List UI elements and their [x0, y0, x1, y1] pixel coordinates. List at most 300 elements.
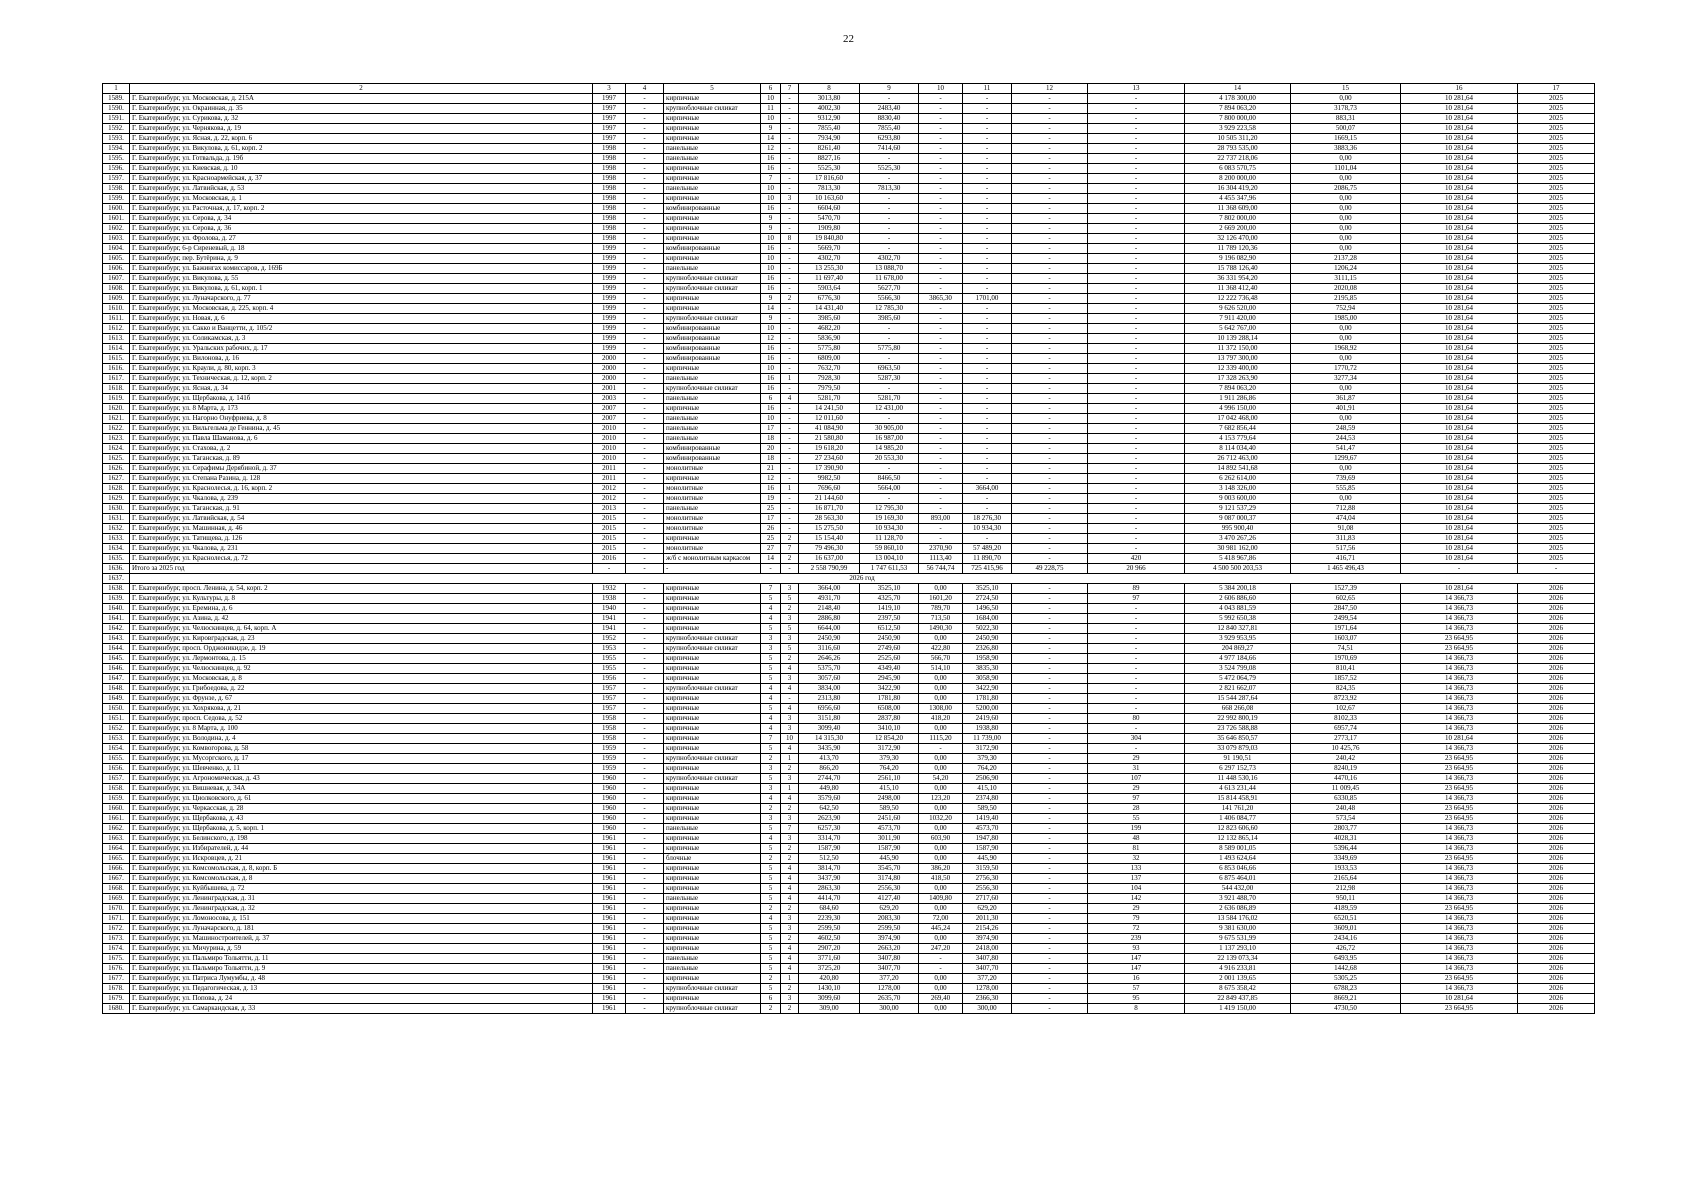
table-cell: 684,60: [799, 904, 860, 914]
table-cell: 11 009,45: [1291, 784, 1401, 794]
table-cell: -: [781, 244, 799, 254]
table-cell: 3: [781, 724, 799, 734]
table-cell: 14 241,50: [799, 404, 860, 414]
table-cell: -: [626, 784, 664, 794]
table-cell: 12 795,30: [860, 504, 919, 514]
table-cell: 4 043 881,59: [1185, 604, 1291, 614]
table-cell: 3: [781, 814, 799, 824]
table-cell: 603,90: [919, 834, 963, 844]
table-cell: -: [781, 284, 799, 294]
table-cell: 2025: [1518, 464, 1595, 474]
row-number-cell: 1630.: [103, 504, 130, 514]
table-cell: -: [1012, 834, 1088, 844]
table-cell: 1998: [593, 154, 626, 164]
year-section-heading: 2026 год: [130, 574, 1595, 584]
table-cell: кирпичные: [664, 714, 761, 724]
table-cell: -: [1012, 254, 1088, 264]
table-cell: 2026: [1518, 964, 1595, 974]
table-cell: 2: [781, 294, 799, 304]
table-cell: -: [626, 294, 664, 304]
table-cell: 1 406 084,77: [1185, 814, 1291, 824]
table-cell: -: [1088, 144, 1185, 154]
table-cell: 10 281,64: [1401, 164, 1518, 174]
table-cell: 28 563,30: [799, 514, 860, 524]
table-cell: -: [626, 454, 664, 464]
table-row: [103, 754, 1595, 764]
table-cell: 1115,20: [919, 734, 963, 744]
table-cell: -: [626, 934, 664, 944]
table-cell: 13 797 300,00: [1185, 354, 1291, 364]
table-row: [103, 604, 1595, 614]
table-cell: -: [1012, 664, 1088, 674]
table-cell: 4: [781, 894, 799, 904]
table-cell: 0,00: [1291, 94, 1401, 104]
table-cell: кирпичные: [664, 834, 761, 844]
table-cell: 12: [761, 334, 781, 344]
table-cell: 0,00: [919, 634, 963, 644]
table-cell: 0,00: [919, 934, 963, 944]
table-cell: 23 664,95: [1401, 644, 1518, 654]
address-cell: Г. Екатеринбург, ул. Ясная, д. 22, корп. 6: [130, 134, 593, 144]
table-row: [103, 664, 1595, 674]
table-cell: 2026: [1518, 734, 1595, 744]
table-cell: 2026: [1518, 784, 1595, 794]
column-number-cell: 9: [860, 84, 919, 94]
table-cell: 23 664,95: [1401, 904, 1518, 914]
table-cell: 5305,25: [1291, 974, 1401, 984]
table-cell: 12 339 400,00: [1185, 364, 1291, 374]
table-cell: 4: [781, 964, 799, 974]
table-cell: 2025: [1518, 394, 1595, 404]
table-cell: 6512,50: [860, 624, 919, 634]
address-cell: Г. Екатеринбург, ул. Латвийская, д. 53: [130, 184, 593, 194]
table-cell: 2599,50: [799, 924, 860, 934]
table-cell: -: [919, 284, 963, 294]
table-row: [103, 334, 1595, 344]
table-cell: 1587,90: [799, 844, 860, 854]
row-number-cell: 1601.: [103, 214, 130, 224]
table-cell: 4: [781, 954, 799, 964]
table-cell: 2026: [1518, 724, 1595, 734]
table-cell: -: [1012, 504, 1088, 514]
table-cell: кирпичные: [664, 914, 761, 924]
table-cell: 1 465 496,43: [1291, 564, 1401, 574]
table-cell: 1587,90: [963, 844, 1012, 854]
table-cell: 7696,60: [799, 484, 860, 494]
table-cell: 5: [761, 874, 781, 884]
table-cell: -: [1088, 504, 1185, 514]
table-cell: 23 664,95: [1401, 974, 1518, 984]
table-cell: -: [1088, 164, 1185, 174]
table-cell: кирпичные: [664, 134, 761, 144]
table-row: [103, 924, 1595, 934]
column-number-cell: 15: [1291, 84, 1401, 94]
table-cell: 7 802 000,00: [1185, 214, 1291, 224]
table-cell: -: [626, 474, 664, 484]
table-cell: 10 281,64: [1401, 584, 1518, 594]
table-cell: -: [1088, 264, 1185, 274]
table-cell: 6604,60: [799, 204, 860, 214]
table-cell: 2003: [593, 394, 626, 404]
table-cell: 1958: [593, 714, 626, 724]
table-cell: 2945,90: [860, 674, 919, 684]
table-cell: 6788,23: [1291, 984, 1401, 994]
table-cell: 0,00: [1291, 494, 1401, 504]
column-number-cell: 8: [799, 84, 860, 94]
table-cell: 5281,70: [799, 394, 860, 404]
table-cell: 93: [1088, 944, 1185, 954]
table-cell: -: [781, 404, 799, 414]
table-cell: 16: [761, 274, 781, 284]
table-cell: 28 793 535,00: [1185, 144, 1291, 154]
address-cell: Г. Екатеринбург, ул. Вишневая, д. 34А: [130, 784, 593, 794]
table-cell: 19: [761, 494, 781, 504]
table-cell: 3159,50: [963, 864, 1012, 874]
table-cell: 2025: [1518, 534, 1595, 544]
table-cell: 5627,70: [860, 284, 919, 294]
table-cell: 137: [1088, 874, 1185, 884]
table-row: [103, 344, 1595, 354]
table-cell: 789,70: [919, 604, 963, 614]
table-cell: 2012: [593, 484, 626, 494]
table-cell: 2025: [1518, 484, 1595, 494]
table-cell: -: [860, 414, 919, 424]
table-cell: 9 626 520,00: [1185, 304, 1291, 314]
address-cell: Г. Екатеринбург, ул. Московская, д. 1: [130, 194, 593, 204]
page-number: 22: [843, 33, 854, 45]
table-cell: крупноблочные силикат: [664, 684, 761, 694]
table-cell: 1960: [593, 804, 626, 814]
row-number-cell: 1629.: [103, 494, 130, 504]
table-cell: -: [963, 184, 1012, 194]
table-cell: -: [626, 444, 664, 454]
table-cell: 9: [761, 124, 781, 134]
table-cell: 1932: [593, 584, 626, 594]
table-cell: 3 929 953,95: [1185, 634, 1291, 644]
table-cell: -: [626, 424, 664, 434]
table-row: [103, 544, 1595, 554]
table-row: [103, 594, 1595, 604]
table-cell: 6: [761, 994, 781, 1004]
table-cell: 2026: [1518, 884, 1595, 894]
table-cell: 0,00: [919, 684, 963, 694]
table-cell: -: [963, 164, 1012, 174]
table-cell: 6520,51: [1291, 914, 1401, 924]
table-cell: кирпичные: [664, 664, 761, 674]
table-cell: панельные: [664, 894, 761, 904]
table-row: [103, 284, 1595, 294]
table-cell: -: [1012, 94, 1088, 104]
table-cell: 9: [761, 224, 781, 234]
table-cell: 420: [1088, 554, 1185, 564]
table-cell: 2717,60: [963, 894, 1012, 904]
table-cell: 6644,00: [799, 624, 860, 634]
row-number-cell: 1642.: [103, 624, 130, 634]
table-cell: 1999: [593, 294, 626, 304]
table-cell: -: [626, 854, 664, 864]
table-cell: 29: [1088, 904, 1185, 914]
table-cell: -: [781, 274, 799, 284]
table-cell: 2397,50: [860, 614, 919, 624]
table-cell: 248,59: [1291, 424, 1401, 434]
table-cell: -: [1088, 234, 1185, 244]
table-cell: 12: [761, 474, 781, 484]
table-cell: 3178,73: [1291, 104, 1401, 114]
table-cell: 91,08: [1291, 524, 1401, 534]
row-number-cell: 1589.: [103, 94, 130, 104]
table-cell: 1419,40: [963, 814, 1012, 824]
table-cell: 54,20: [919, 774, 963, 784]
row-number-cell: 1679.: [103, 994, 130, 1004]
table-cell: 2418,00: [963, 944, 1012, 954]
address-cell: Г. Екатеринбург, ул. Пальмиро Тольятти, д. 9: [130, 964, 593, 974]
table-cell: 12 840 327,81: [1185, 624, 1291, 634]
table-cell: 1961: [593, 914, 626, 924]
table-row: [103, 984, 1595, 994]
table-cell: комбинированные: [664, 344, 761, 354]
table-cell: 4: [781, 944, 799, 954]
table-cell: 2000: [593, 374, 626, 384]
table-row: [103, 714, 1595, 724]
table-cell: 10 281,64: [1401, 344, 1518, 354]
table-cell: -: [626, 214, 664, 224]
table-cell: -: [1088, 94, 1185, 104]
table-cell: -: [1012, 984, 1088, 994]
table-cell: 10: [761, 234, 781, 244]
table-cell: 23 664,95: [1401, 814, 1518, 824]
table-cell: 239: [1088, 934, 1185, 944]
table-cell: 14 366,73: [1401, 604, 1518, 614]
table-cell: 14: [761, 134, 781, 144]
table-cell: -: [1012, 304, 1088, 314]
table-cell: -: [1012, 284, 1088, 294]
address-cell: Г. Екатеринбург, ул. Таганская, д. 91: [130, 504, 593, 514]
table-cell: 2886,80: [799, 614, 860, 624]
table-cell: 2026: [1518, 834, 1595, 844]
table-cell: 11 890,70: [963, 554, 1012, 564]
address-cell: Г. Екатеринбург, ул. Викулова, д. 61, корп. 2: [130, 144, 593, 154]
table-cell: 10 281,64: [1401, 434, 1518, 444]
column-number-cell: 3: [593, 84, 626, 94]
table-cell: 5775,80: [860, 344, 919, 354]
table-cell: 0,00: [1291, 414, 1401, 424]
table-cell: 22 849 437,85: [1185, 994, 1291, 1004]
table-cell: -: [1012, 814, 1088, 824]
table-cell: 1998: [593, 164, 626, 174]
table-cell: 2026: [1518, 614, 1595, 624]
address-cell: Г. Екатеринбург, ул. Нагорно Онуфриева, д. 8: [130, 414, 593, 424]
table-row: [103, 244, 1595, 254]
table-cell: -: [626, 544, 664, 554]
table-cell: -: [626, 174, 664, 184]
table-cell: -: [860, 464, 919, 474]
table-row: [103, 144, 1595, 154]
table-cell: 2: [781, 764, 799, 774]
row-number-cell: 1623.: [103, 434, 130, 444]
table-cell: -: [1012, 874, 1088, 884]
table-cell: кирпичные: [664, 214, 761, 224]
table-cell: 2026: [1518, 904, 1595, 914]
table-cell: -: [919, 174, 963, 184]
table-cell: 107: [1088, 774, 1185, 784]
table-cell: кирпичные: [664, 254, 761, 264]
table-cell: 2: [761, 754, 781, 764]
table-cell: 2803,77: [1291, 824, 1401, 834]
table-cell: 2 606 886,60: [1185, 594, 1291, 604]
table-cell: 2083,30: [860, 914, 919, 924]
table-cell: 21 580,80: [799, 434, 860, 444]
row-number-cell: 1651.: [103, 714, 130, 724]
table-cell: 12 132 865,14: [1185, 834, 1291, 844]
table-cell: -: [781, 694, 799, 704]
table-cell: 1587,90: [860, 844, 919, 854]
table-cell: 5: [761, 744, 781, 754]
table-cell: 5: [761, 934, 781, 944]
table-cell: 15 154,40: [799, 534, 860, 544]
table-cell: 19 840,80: [799, 234, 860, 244]
table-cell: -: [1088, 284, 1185, 294]
address-cell: Г. Екатеринбург, ул. Серова, д. 36: [130, 224, 593, 234]
table-cell: кирпичные: [664, 724, 761, 734]
table-cell: 3: [781, 584, 799, 594]
row-number-cell: 1599.: [103, 194, 130, 204]
table-cell: -: [1088, 694, 1185, 704]
table-cell: 1701,00: [963, 294, 1012, 304]
table-cell: -: [626, 584, 664, 594]
table-row: [103, 134, 1595, 144]
table-cell: 4 916 233,81: [1185, 964, 1291, 974]
table-cell: 10: [761, 94, 781, 104]
row-number-cell: 1668.: [103, 884, 130, 894]
table-cell: 4302,70: [799, 254, 860, 264]
table-cell: 2907,20: [799, 944, 860, 954]
table-cell: 2137,28: [1291, 254, 1401, 264]
table-cell: 300,00: [860, 1004, 919, 1014]
table-cell: 25: [761, 534, 781, 544]
row-number-cell: 1666.: [103, 864, 130, 874]
table-cell: -: [1012, 604, 1088, 614]
table-cell: 21: [761, 464, 781, 474]
table-cell: -: [919, 144, 963, 154]
table-cell: -: [1012, 384, 1088, 394]
table-cell: 10 281,64: [1401, 544, 1518, 554]
table-cell: 1770,72: [1291, 364, 1401, 374]
table-cell: 57: [1088, 984, 1185, 994]
table-cell: 14 366,73: [1401, 704, 1518, 714]
table-cell: -: [781, 324, 799, 334]
table-cell: 7: [761, 734, 781, 744]
table-cell: -: [626, 604, 664, 614]
table-cell: -: [781, 494, 799, 504]
table-cell: 500,07: [1291, 124, 1401, 134]
table-cell: 20 966: [1088, 564, 1185, 574]
table-cell: 2026: [1518, 644, 1595, 654]
row-number-cell: 1672.: [103, 924, 130, 934]
table-cell: -: [626, 694, 664, 704]
table-cell: 3: [761, 634, 781, 644]
table-cell: -: [919, 134, 963, 144]
table-cell: 14 366,73: [1401, 594, 1518, 604]
table-cell: 2154,26: [963, 924, 1012, 934]
table-cell: 2 558 790,99: [799, 564, 860, 574]
table-cell: кирпичные: [664, 704, 761, 714]
table-cell: 2025: [1518, 424, 1595, 434]
table-cell: 1952: [593, 634, 626, 644]
table-cell: 3422,90: [860, 684, 919, 694]
table-cell: -: [1012, 974, 1088, 984]
table-cell: 30 905,00: [860, 424, 919, 434]
table-cell: 19 169,30: [860, 514, 919, 524]
table-cell: кирпичные: [664, 994, 761, 1004]
table-cell: -: [626, 254, 664, 264]
table-row: [103, 894, 1595, 904]
table-cell: 11 739,00: [963, 734, 1012, 744]
table-cell: 22 992 800,19: [1185, 714, 1291, 724]
table-cell: 8 675 358,42: [1185, 984, 1291, 994]
table-cell: кирпичные: [664, 474, 761, 484]
table-cell: 3545,70: [860, 864, 919, 874]
row-number-cell: 1639.: [103, 594, 130, 604]
table-cell: -: [626, 374, 664, 384]
table-cell: -: [1012, 224, 1088, 234]
table-cell: 1961: [593, 894, 626, 904]
table-cell: 377,20: [860, 974, 919, 984]
table-row: [103, 394, 1595, 404]
table-cell: 1781,80: [860, 694, 919, 704]
table-cell: 10 281,64: [1401, 994, 1518, 1004]
table-cell: 11 448 530,16: [1185, 774, 1291, 784]
address-cell: Г. Екатеринбург, ул. Мусоргского, д. 17: [130, 754, 593, 764]
table-cell: 1971,64: [1291, 624, 1401, 634]
table-cell: -: [626, 1004, 664, 1014]
table-cell: 1961: [593, 934, 626, 944]
table-cell: 14 366,73: [1401, 694, 1518, 704]
table-cell: -: [1088, 744, 1185, 754]
row-number-cell: 1646.: [103, 664, 130, 674]
table-cell: 14 366,73: [1401, 914, 1518, 924]
table-cell: 9 087 000,37: [1185, 514, 1291, 524]
table-cell: -: [781, 414, 799, 424]
table-cell: -: [963, 144, 1012, 154]
table-cell: 1496,50: [963, 604, 1012, 614]
table-cell: 97: [1088, 794, 1185, 804]
address-cell: Г. Екатеринбург, ул. Володина, д. 4: [130, 734, 593, 744]
table-cell: 2026: [1518, 1004, 1595, 1014]
table-cell: 7979,50: [799, 384, 860, 394]
table-cell: -: [626, 614, 664, 624]
table-cell: 2450,90: [860, 634, 919, 644]
table-cell: -: [860, 384, 919, 394]
table-cell: комбинированные: [664, 354, 761, 364]
table-cell: 2025: [1518, 314, 1595, 324]
table-cell: -: [1088, 194, 1185, 204]
table-cell: 13 584 176,02: [1185, 914, 1291, 924]
row-number-cell: 1667.: [103, 874, 130, 884]
address-cell: Г. Екатеринбург, ул. 8 Марта, д. 100: [130, 724, 593, 734]
table-cell: панельные: [664, 144, 761, 154]
table-cell: 10 281,64: [1401, 364, 1518, 374]
address-cell: Г. Екатеринбург, ул. Ясная, д. 34: [130, 384, 593, 394]
table-cell: -: [963, 224, 1012, 234]
table-cell: -: [626, 164, 664, 174]
table-cell: -: [963, 104, 1012, 114]
table-cell: -: [626, 144, 664, 154]
column-number-cell: 1: [103, 84, 130, 94]
table-cell: -: [1012, 104, 1088, 114]
table-cell: 14 366,73: [1401, 964, 1518, 974]
table-cell: 14 431,40: [799, 304, 860, 314]
table-cell: 2025: [1518, 374, 1595, 384]
